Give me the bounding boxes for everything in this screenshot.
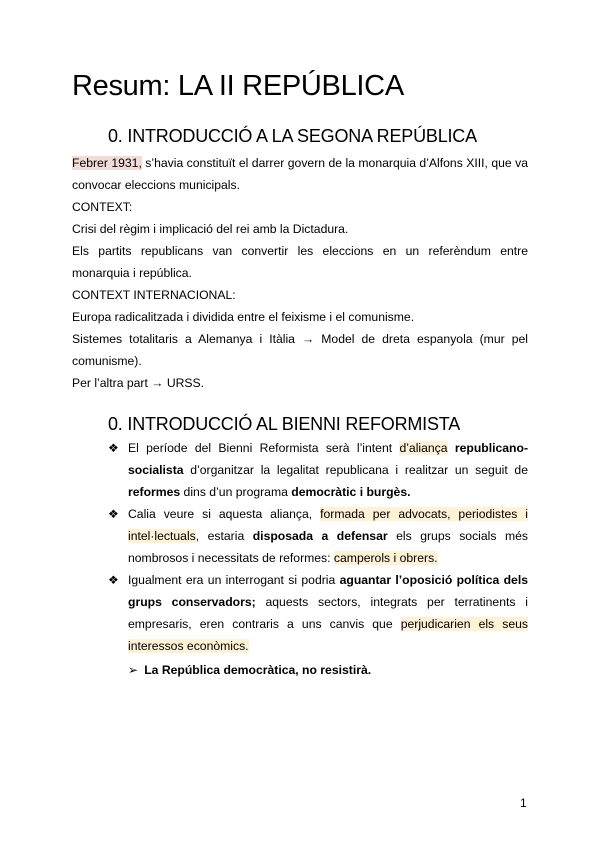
bullet-1-bold-2: reformes	[128, 485, 181, 499]
section-heading-segona-republica: 0. INTRODUCCIÓ A LA SEGONA REPÚBLICA	[108, 126, 477, 146]
bullet-1-bold-3: democràtic i burgès.	[291, 485, 411, 499]
bullet-3-text: Igualment era un interrogant si podria	[128, 573, 340, 587]
bullet-3-text-2: aquests sectors, integrats per terratinents i empresaris, eren contraris a uns canvis que	[128, 595, 528, 631]
bullet-1-text: El període del Bienni Reformista serà l’intent	[128, 441, 400, 455]
bullet-1-text-2: d’organitzar la legalitat republicana i realitzar un seguit de	[183, 463, 528, 477]
bullet-2-text: Calia veure si aquesta aliança,	[128, 507, 321, 521]
bullet-item-3	[108, 569, 528, 657]
bullet-item-2	[108, 503, 528, 569]
intl-line-2: Sistemes totalitaris a Alemanya i Itàlia → Model de dreta espanyola (mur pel comunisme).	[72, 332, 528, 368]
sub-bullet-text: La República democràtica, no resistirà.	[144, 663, 372, 677]
context-label: CONTEXT:	[72, 200, 133, 214]
diamond-bullet-icon: ❖	[108, 441, 119, 455]
diamond-bullet-icon: ❖	[108, 573, 119, 587]
page-title: Resum: LA II REPÚBLICA	[72, 70, 404, 102]
date-highlight: Febrer 1931,	[72, 156, 142, 170]
sub-bullet	[128, 659, 371, 681]
arrow-bullet-icon: ➢	[128, 663, 139, 677]
intl-context-label: CONTEXT INTERNACIONAL:	[72, 288, 236, 302]
context-line-1: Crisi del règim i implicació del rei amb la Dictadura.	[72, 222, 349, 236]
bullet-list	[108, 437, 528, 657]
bullet-2-text-2: , estaria	[195, 529, 253, 543]
intro-paragraph	[72, 152, 528, 196]
section-heading-bienni-reformista: 0. INTRODUCCIÓ AL BIENNI REFORMISTA	[108, 414, 461, 434]
intl-line-3: Per l’altra part → URSS.	[72, 376, 205, 390]
intro-text: s’havia constituït el darrer govern de la monarquia d’Alfons XIII, que va convocar eleccions municipals.	[72, 156, 528, 192]
page-number: 1	[520, 796, 527, 810]
diamond-bullet-icon: ❖	[108, 507, 119, 521]
bullet-3-bold: aguantar l’oposició política dels grups conservadors;	[128, 573, 528, 609]
bullet-3-highlight: perjudicarien els seus interessos econòmics.	[128, 617, 528, 653]
bullet-item-1	[108, 437, 528, 503]
bullet-1-bold-1: republicano-socialista	[128, 441, 529, 477]
bullet-2-text-3: els grups socials més nombrosos i necessitats de reformes:	[128, 529, 528, 565]
bullet-2-bold: disposada a defensar	[252, 529, 388, 543]
bullet-1-text-3: dins d’un programa	[180, 485, 292, 499]
context-line-2: Els partits republicans van convertir les eleccions en un referèndum entre monarquia i república.	[72, 244, 528, 280]
bullet-2-highlight-2: camperols i obrers.	[333, 551, 438, 565]
bullet-1-highlight: d’aliança	[399, 441, 448, 455]
bullet-2-highlight-1: formada per advocats, periodistes i intel·lectuals	[128, 507, 528, 543]
intl-line-1: Europa radicalitzada i dividida entre el feixisme i el comunisme.	[72, 310, 415, 324]
